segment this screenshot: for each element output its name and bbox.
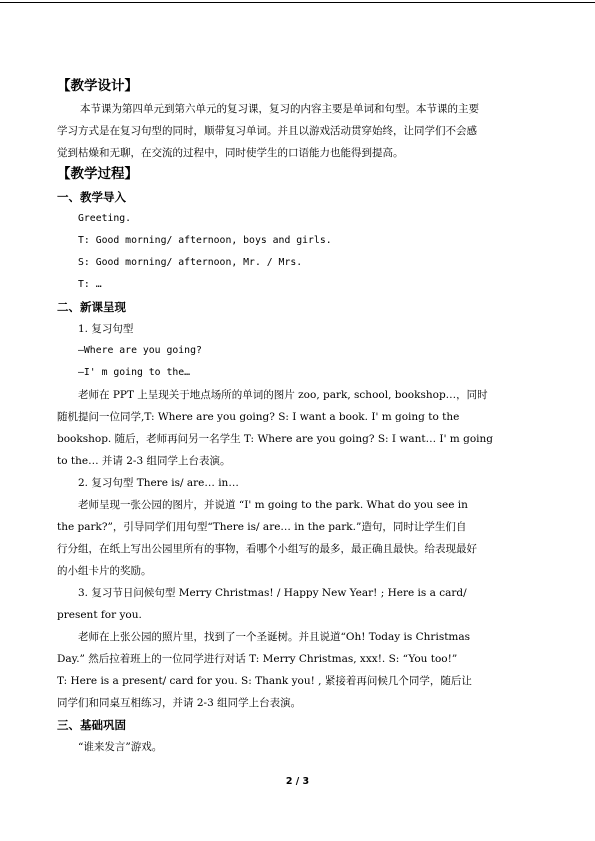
header-rule [0, 2, 595, 3]
part3-para-1: 老师在上张公园的照片里，找到了一个圣诞树。并且说道“Oh! Today is Christmas [78, 631, 471, 643]
part3-para-4: 同学们和同桌互相练习，并请 2-3 组同学上台表演。 [57, 697, 302, 709]
part1-answer: —I' m going to the… [78, 367, 191, 378]
part1-para-3: bookshop. 随后，老师再问另一名学生 T: Where are you going? S: I want… I' m going [57, 433, 493, 445]
part1-title: 1. 复习句型 [78, 323, 134, 335]
part3-para-3: T: Here is a present/ card for you. S: Thank you! , 紧接着再问候几个同学，随后让 [57, 675, 472, 687]
design-line-1: 本节课为第四单元到第六单元的复习课，复习的内容主要是单词和句型。本节课的主要 [80, 103, 479, 115]
section-consolidation-title: 三、基础巩固 [57, 718, 126, 732]
part1-para-4: to the… 并请 2-3 组同学上台表演。 [57, 455, 231, 467]
section-new-title: 二、新课呈现 [57, 300, 126, 314]
part1-para-1: 老师在 PPT 上呈现关于地点场所的单词的图片 zoo, park, school, bookshop…，同时 [78, 389, 488, 401]
part3-para-2: Day.” 然后拉着班上的一位同学进行对话 T: Merry Christmas, xxx!. S: “You too!” [57, 653, 458, 665]
page-number: 2 / 3 [285, 776, 310, 787]
intro-line-2: T: Good morning/ afternoon, boys and girls. [78, 235, 332, 246]
part2-title: 2. 复习句型 There is/ are… in… [78, 477, 239, 489]
intro-line-1: Greeting. [78, 213, 132, 224]
part3-title: 3. 复习节日问候句型 Merry Christmas! / Happy New Year! ; Here is a card/ [78, 587, 467, 599]
part1-para-2: 随机提问一位同学,T: Where are you going? S: I want a book. I' m going to the [57, 411, 460, 423]
part2-para-2: the park?”，引导同学们用句型“There is/ are… in the park.”造句，同时让学生们自 [57, 521, 467, 533]
part2-para-4: 的小组卡片的奖励。 [57, 565, 152, 577]
intro-line-3: S: Good morning/ afternoon, Mr. / Mrs. [78, 257, 303, 268]
part1-question: —Where are you going? [78, 345, 202, 356]
design-line-3: 觉到枯燥和无聊，在交流的过程中，同时使学生的口语能力也能得到提高。 [57, 147, 404, 159]
heading-process: 【教学过程】 [57, 166, 138, 182]
part2-para-1: 老师呈现一张公园的图片，并说道 “I' m going to the park. What do you see in [78, 499, 468, 511]
part2-para-3: 行分组，在纸上写出公园里所有的事物，看哪个小组写的最多，最正确且最快。给表现最好 [57, 543, 477, 555]
heading-design: 【教学设计】 [57, 78, 138, 94]
design-line-2: 学习方式是在复习句型的同时，顺带复习单词。并且以游戏活动贯穿始终，让同学们不会感 [57, 125, 477, 137]
consolidation-line: “谁来发言”游戏。 [78, 741, 163, 753]
part3-title-cont: present for you. [57, 609, 142, 621]
section-intro-title: 一、教学导入 [57, 190, 126, 204]
intro-line-4: T: … [78, 279, 102, 290]
